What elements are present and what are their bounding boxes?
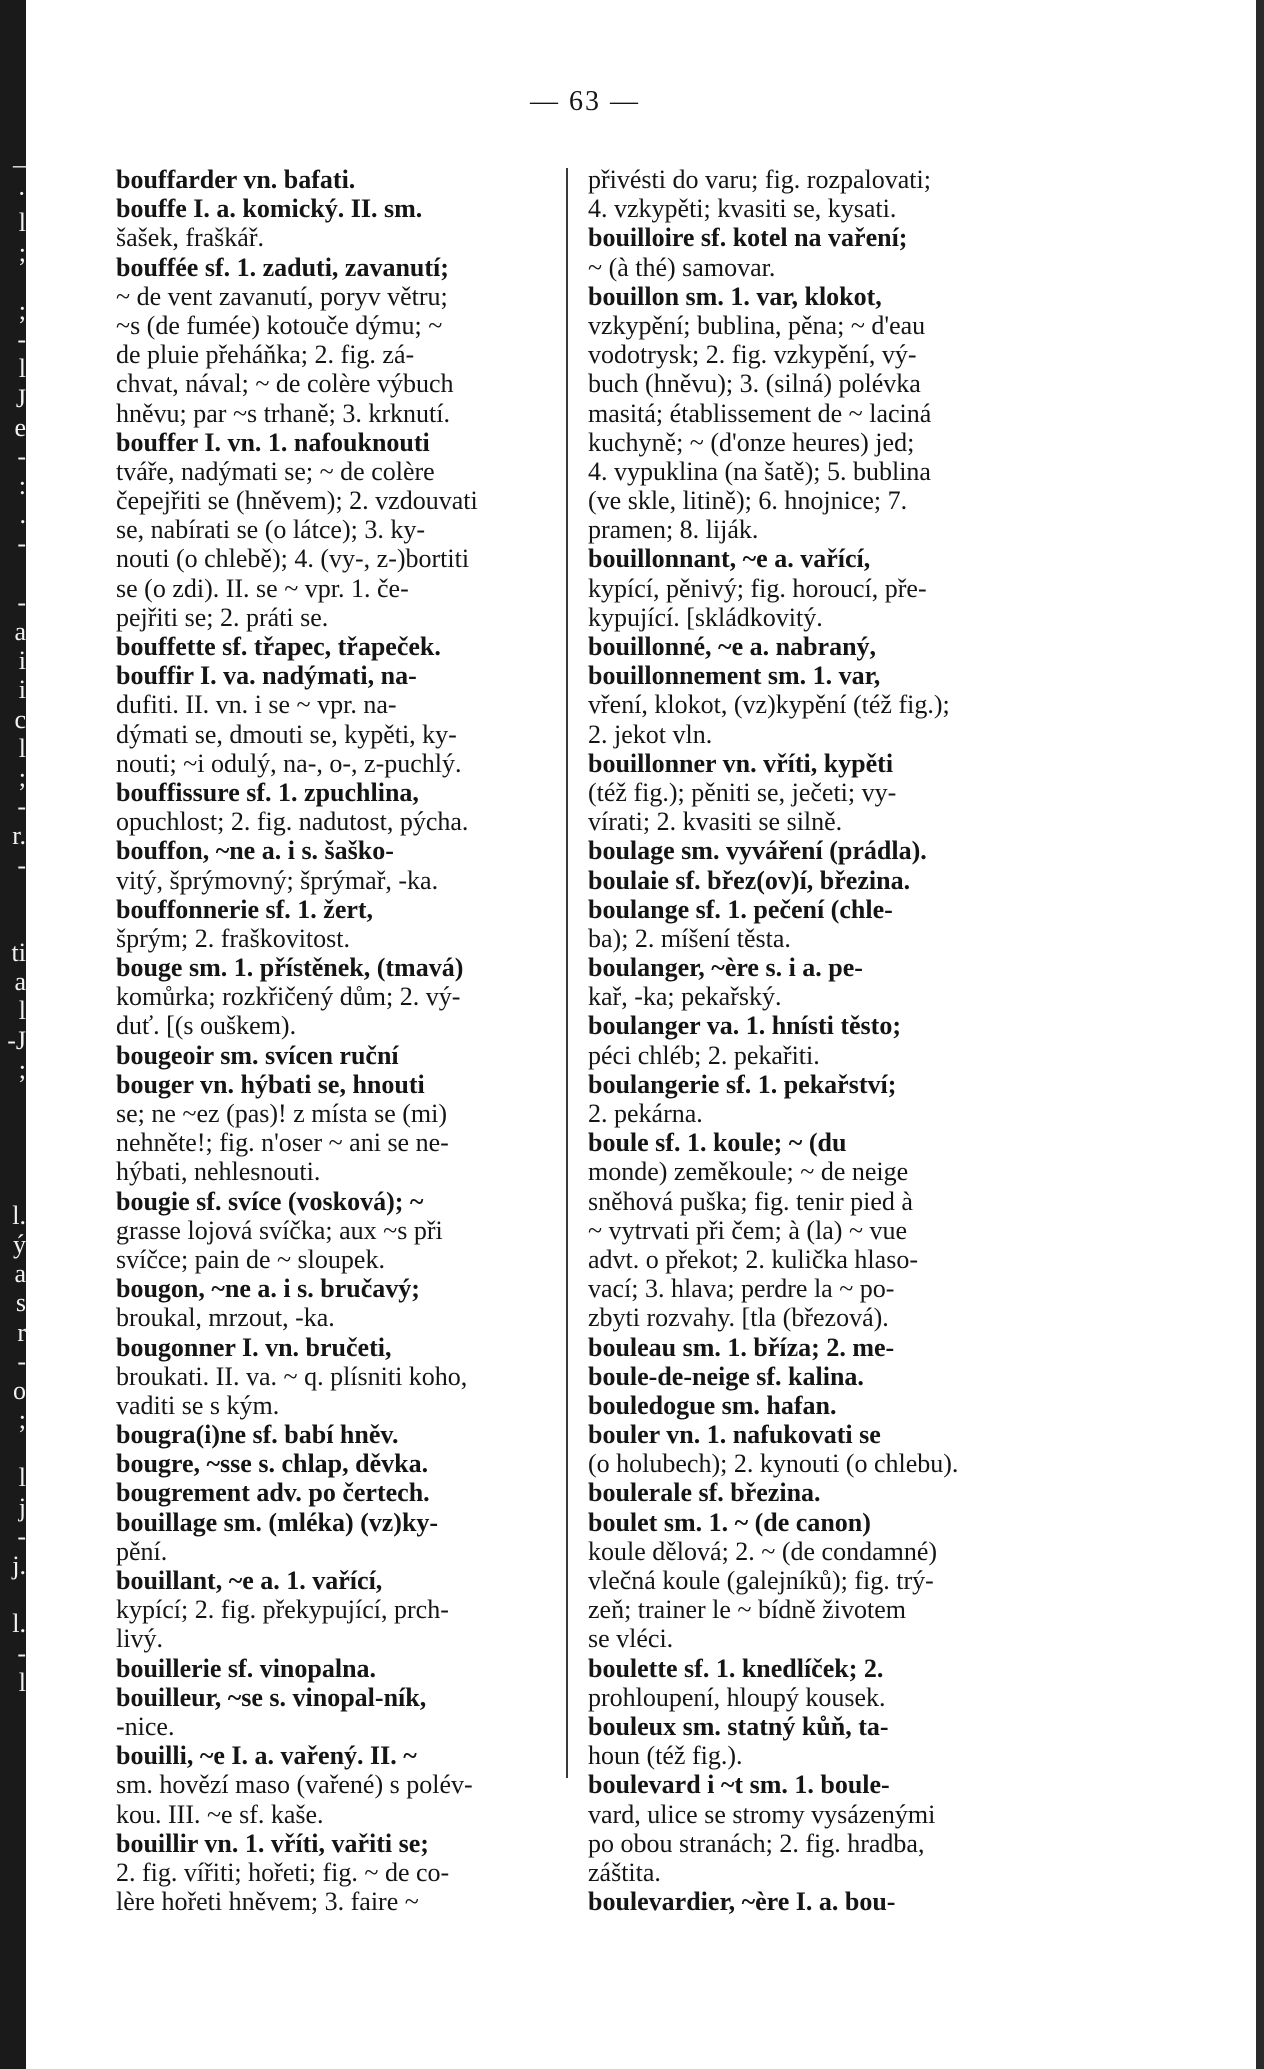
dictionary-entry-start: bouleau sm. 1. bříza; 2. me- (588, 1332, 895, 1362)
previous-page-fragment (0, 559, 26, 588)
dictionary-entry-start: bougonner I. vn. bručeti, (116, 1332, 392, 1362)
previous-page-fragment: ti (11, 938, 26, 968)
dictionary-entry-line: -nice. (116, 1711, 175, 1741)
previous-page-fragment: - (17, 587, 26, 617)
dictionary-entry-start: bougon, ~ne a. i s. bručavý; (116, 1274, 420, 1304)
dictionary-entry-line: ~ de vent zavanutí, poryv větru; (116, 281, 448, 311)
previous-page-fragment: ; (18, 1405, 26, 1435)
previous-page-fragment: r. (12, 821, 26, 851)
previous-page-fragment (0, 909, 26, 938)
dictionary-entry-line: de pluie přeháňka; 2. fig. zá- (116, 340, 415, 370)
dictionary-entry-line: kař, -ka; pekařský. (588, 982, 782, 1012)
page-right-edge (1256, 0, 1264, 2069)
previous-page-fragment: ; (18, 237, 26, 267)
dictionary-entry-start: bouffer I. vn. 1. nafouknouti (116, 427, 430, 457)
dictionary-entry-start: boule-de-neige sf. kalina. (588, 1361, 864, 1391)
column-divider (566, 168, 568, 1778)
dictionary-entry-start: boulette sf. 1. knedlíček; 2. (588, 1653, 884, 1683)
dictionary-entry-start: bouilloire sf. kotel na vaření; (588, 223, 908, 253)
previous-page-fragment: J (15, 383, 26, 413)
dictionary-entry-start: boulevardier, ~ère I. a. bou- (588, 1887, 896, 1917)
dictionary-entry-line: nouti (o chlebě); 4. (vy-, z-)bortiti (116, 544, 470, 574)
dictionary-entry-start: bougre, ~sse s. chlap, děvka. (116, 1449, 429, 1479)
dictionary-entry-start: boulaie sf. břez(ov)í, březina. (588, 865, 911, 895)
dictionary-entry-start: bouffée sf. 1. zaduti, zavanutí; (116, 252, 449, 282)
dictionary-entry-line: kypující. [skládkovitý. (588, 602, 823, 632)
previous-page-fragment: · (17, 179, 26, 209)
previous-page-edge-text (0, 150, 26, 1697)
dictionary-entry-line: advt. o překot; 2. kulička hlaso- (588, 1244, 918, 1274)
previous-page-fragment: - (17, 325, 26, 355)
previous-page-fragment: - (17, 792, 26, 822)
dictionary-entry-line: monde) zeměkoule; ~ de neige (588, 1157, 909, 1187)
previous-page-fragment: - (17, 850, 26, 880)
dictionary-column-left (116, 165, 566, 1916)
dictionary-entry-start: bougrement adv. po čertech. (116, 1478, 430, 1508)
dictionary-entry-start: bouillant, ~e a. 1. vařící, (116, 1566, 383, 1595)
dictionary-entry-line: se vléci. (588, 1624, 674, 1654)
dictionary-entry-line: sněhová puška; fig. tenir pied à (588, 1186, 913, 1216)
dictionary-entry-line: vitý, šprýmovný; šprýmař, -ka. (116, 865, 439, 895)
dictionary-entry-line: 4. vzkypěti; kvasiti se, kysati. (588, 194, 897, 224)
previous-page-fragment: ; (18, 762, 26, 792)
dictionary-entry-line: vodotrysk; 2. fig. vzkypění, vý- (588, 340, 917, 370)
dictionary-entry-line: (též fig.); pěniti se, ječeti; vy- (588, 777, 897, 807)
dictionary-entry-start: boulevard i ~t sm. 1. boule- (588, 1770, 890, 1800)
dictionary-entry-line: buch (hněvu); 3. (silná) polévka (588, 369, 921, 399)
dictionary-entry-start: bouillon sm. 1. var, klokot, (588, 281, 882, 311)
dictionary-entry-line: (ve skle, litině); 6. hnojnice; 7. (588, 486, 908, 516)
page-number: — 63 — (530, 86, 640, 117)
dictionary-entry-line: hýbati, nehlesnouti. (116, 1157, 321, 1187)
dictionary-entry-line: 2. fig. vířiti; hořeti; fig. ~ de co- (116, 1857, 450, 1887)
dictionary-entry-start: bouffette sf. třapec, třapeček. (116, 632, 441, 661)
dictionary-entry-line: péci chléb; 2. pekařiti. (588, 1040, 820, 1070)
previous-page-fragment: a (14, 1259, 26, 1289)
dictionary-entry-line: vací; 3. hlava; perdre la ~ po- (588, 1274, 895, 1304)
previous-page-fragment (0, 1142, 26, 1171)
dictionary-entry-line: zbyti rozvahy. [tla (březová). (588, 1303, 889, 1333)
dictionary-entry-line: opuchlost; 2. fig. nadutost, pýcha. (116, 807, 469, 837)
previous-page-fragment: l (18, 996, 26, 1026)
previous-page-fragment: l. (12, 1609, 26, 1639)
previous-page-fragment: r (17, 1317, 26, 1347)
dictionary-entry-line: kypící, pěnivý; fig. horoucí, pře- (588, 573, 927, 603)
dictionary-entry-line: nehněte!; fig. n'oser ~ ani se ne- (116, 1128, 449, 1158)
previous-page-fragment (0, 1172, 26, 1201)
previous-page-fragment: : (18, 471, 26, 501)
dictionary-entry-line: se (o zdi). II. se ~ vpr. 1. če- (116, 573, 409, 603)
dictionary-entry-line: ~s (de fumée) kotouče dýmu; ~ (116, 310, 443, 340)
dictionary-entry-line: záštita. (588, 1857, 661, 1887)
dictionary-entry-line: ~ vytrvati při čem; à (la) ~ vue (588, 1215, 908, 1245)
dictionary-entry-line: vaditi se s kým. (116, 1390, 280, 1420)
previous-page-fragment (0, 1084, 26, 1113)
dictionary-entry-line: vlečná koule (galejníků); fig. trý- (588, 1566, 934, 1595)
dictionary-entry-start: bouge sm. 1. přístěnek, (tmavá) (116, 953, 464, 983)
dictionary-entry-start: bouillerie sf. vinopalna. (116, 1653, 377, 1683)
dictionary-entry-line: šašek, fraškář. (116, 223, 264, 253)
previous-page-fragment: i (18, 646, 26, 676)
dictionary-entry-start: bouffonnerie sf. 1. žert, (116, 894, 374, 924)
dictionary-entry-start: bouilleur, ~se s. vinopal-ník, (116, 1682, 427, 1712)
dictionary-entry-start: bouffon, ~ne a. i s. šaško- (116, 836, 394, 866)
dictionary-entry-line: grasse lojová svíčka; aux ~s při (116, 1215, 443, 1245)
previous-page-fragment (0, 880, 26, 909)
dictionary-column-right (588, 165, 1038, 1916)
dictionary-entry-start: bougie sf. svíce (vosková); ~ (116, 1186, 424, 1216)
dictionary-entry-start: boulanger va. 1. hnísti těsto; (588, 1011, 901, 1041)
dictionary-entry-line: duť. [(s ouškem). (116, 1011, 297, 1041)
previous-page-fragment: . (19, 500, 26, 530)
previous-page-fragment (0, 1434, 26, 1463)
dictionary-entry-start: boulanger, ~ère s. i a. pe- (588, 953, 863, 983)
dictionary-entry-line: zeň; trainer le ~ bídně životem (588, 1595, 906, 1625)
dictionary-entry-line: vírati; 2. kvasiti se silně. (588, 807, 843, 837)
dictionary-entry-line: ba); 2. míšení těsta. (588, 923, 791, 953)
previous-page-fragment: - (17, 1521, 26, 1551)
dictionary-entry-line: kypící; 2. fig. překypující, prch- (116, 1595, 449, 1625)
previous-page-fragment: s (15, 1288, 26, 1318)
dictionary-entry-start: boule sf. 1. koule; ~ (du (588, 1128, 847, 1158)
dictionary-entry-line: chvat, nával; ~ de colère výbuch (116, 369, 454, 399)
dictionary-entry-line: broukati. II. va. ~ q. plísniti koho, (116, 1361, 468, 1391)
previous-page-fragment: a (14, 617, 26, 646)
dictionary-entry-line: pejřiti se; 2. práti se. (116, 602, 329, 632)
previous-page-fragment: l. (12, 1200, 26, 1230)
dictionary-entry-start: bouillage sm. (mléka) (vz)ky- (116, 1507, 439, 1537)
dictionary-entry-line: vard, ulice se stromy vysázenými (588, 1799, 936, 1829)
previous-page-fragment: ; (18, 1054, 26, 1084)
dictionary-entry-line: po obou stranách; 2. fig. hradba, (588, 1828, 925, 1858)
dictionary-entry-start: bouillir vn. 1. vříti, vařiti se; (116, 1828, 429, 1858)
dictionary-entry-start: bouffissure sf. 1. zpuchlina, (116, 777, 419, 807)
dictionary-entry-line: dýmati se, dmouti se, kypěti, ky- (116, 719, 457, 749)
dictionary-entry-start: bouffarder vn. bafati. (116, 165, 356, 194)
previous-page-fragment (0, 1580, 26, 1609)
dictionary-entry-start: boulange sf. 1. pečení (chle- (588, 894, 893, 924)
dictionary-entry-start: bouler vn. 1. nafukovati se (588, 1420, 881, 1450)
dictionary-entry-start: bouillonnant, ~e a. vařící, (588, 544, 871, 574)
previous-page-fragment: a (14, 967, 26, 997)
dictionary-entry-start: bouffir I. va. nadýmati, na- (116, 661, 417, 691)
dictionary-entry-start: bouillonné, ~e a. nabraný, (588, 632, 877, 661)
previous-page-fragment: i (18, 675, 26, 705)
previous-page-fragment: - (17, 441, 26, 471)
previous-page-fragment: ý (13, 1229, 26, 1259)
dictionary-entry-line: přivésti do varu; fig. rozpalovati; (588, 165, 931, 194)
dictionary-entry-line: hněvu; par ~s trhaně; 3. krknutí. (116, 398, 450, 428)
dictionary-entry-start: bouledogue sm. hafan. (588, 1390, 837, 1420)
dictionary-entry-start: bougra(i)ne sf. babí hněv. (116, 1420, 399, 1450)
dictionary-entry-line: pramen; 8. liják. (588, 515, 759, 545)
dictionary-entry-start: boulangerie sf. 1. pekařství; (588, 1069, 897, 1099)
dictionary-entry-line: tváře, nadýmati se; ~ de colère (116, 456, 435, 486)
previous-page-fragment: l (18, 208, 26, 238)
dictionary-entry-line: nouti; ~i odulý, na-, o-, z-puchlý. (116, 748, 462, 778)
dictionary-entry-line: houn (též fig.). (588, 1741, 743, 1771)
dictionary-entry-line: šprým; 2. fraškovitost. (116, 923, 350, 953)
dictionary-entry-line: livý. (116, 1624, 163, 1654)
dictionary-entry-start: boulage sm. vyváření (prádla). (588, 836, 927, 866)
dictionary-entry-line: čepejřiti se (hněvem); 2. vzdouvati (116, 486, 478, 516)
dictionary-entry-line: vření, klokot, (vz)kypění (též fig.); (588, 690, 950, 720)
dictionary-entry-start: boulerale sf. březina. (588, 1478, 821, 1508)
dictionary-entry-line: 2. pekárna. (588, 1099, 703, 1128)
previous-page-fragment: j (18, 1492, 26, 1522)
previous-page-fragment: l (18, 1667, 26, 1697)
previous-page-fragment: – (13, 150, 26, 179)
previous-page-fragment: o (13, 1375, 26, 1405)
previous-page-fragment: ; (18, 295, 26, 325)
previous-page-fragment: j. (12, 1551, 26, 1580)
dictionary-entry-line: se, nabírati se (o látce); 3. ky- (116, 515, 425, 545)
dictionary-entry-start: boulet sm. 1. ~ (de canon) (588, 1507, 871, 1537)
previous-page-fragment: - (17, 1346, 26, 1376)
dictionary-entry-line: lère hořeti hněvem; 3. faire ~ (116, 1887, 419, 1917)
dictionary-entry-line: pění. (116, 1536, 168, 1566)
dictionary-entry-line: prohloupení, hloupý kousek. (588, 1682, 886, 1712)
previous-page-fragment: - (17, 1638, 26, 1668)
previous-page-fragment: e (14, 412, 26, 442)
dictionary-entry-start: bouger vn. hýbati se, hnouti (116, 1069, 425, 1099)
dictionary-entry-line: ~ (à thé) samovar. (588, 252, 776, 282)
dictionary-entry-start: bouffe I. a. komický. II. sm. (116, 194, 423, 224)
dictionary-entry-start: bougeoir sm. svícen ruční (116, 1040, 399, 1070)
previous-page-fragment (0, 267, 26, 296)
dictionary-entry-line: sm. hovězí maso (vařené) s polév- (116, 1770, 473, 1800)
dictionary-entry-line: kuchyně; ~ (d'onze heures) jed; (588, 427, 915, 457)
dictionary-entry-line: se; ne ~ez (pas)! z místa se (mi) (116, 1099, 447, 1128)
previous-page-fragment: c (14, 704, 26, 734)
dictionary-entry-start: bouillonner vn. vříti, kypěti (588, 748, 894, 778)
dictionary-entry-line: broukal, mrzout, -ka. (116, 1303, 335, 1333)
dictionary-entry-start: bouillonnement sm. 1. var, (588, 661, 881, 691)
dictionary-entry-line: 4. vypuklina (na šatě); 5. bublina (588, 456, 931, 486)
dictionary-entry-line: dufiti. II. vn. i se ~ vpr. na- (116, 690, 397, 720)
dictionary-entry-start: bouilli, ~e I. a. vařený. II. ~ (116, 1741, 417, 1771)
dictionary-entry-line: svíčce; pain de ~ sloupek. (116, 1244, 385, 1274)
dictionary-entry-line: komůrka; rozkřičený dům; 2. vý- (116, 982, 461, 1012)
dictionary-entry-line: vzkypění; bublina, pěna; ~ d'eau (588, 310, 926, 340)
previous-page-fragment: - (17, 529, 26, 559)
previous-page-fragment: l (18, 1463, 26, 1493)
previous-page-fragment: -J (7, 1025, 26, 1055)
previous-page-fragment: l (18, 733, 26, 763)
dictionary-entry-line: (o holubech); 2. kynouti (o chlebu). (588, 1449, 959, 1479)
dictionary-entry-line: kou. III. ~e sf. kaše. (116, 1799, 324, 1829)
dictionary-entry-line: masitá; établissement de ~ laciná (588, 398, 932, 428)
dictionary-entry-line: koule dělová; 2. ~ (de condamné) (588, 1536, 938, 1566)
previous-page-fragment: l (18, 354, 26, 384)
previous-page-fragment (0, 1113, 26, 1142)
dictionary-entry-line: 2. jekot vln. (588, 719, 713, 749)
dictionary-entry-start: bouleux sm. statný kůň, ta- (588, 1711, 889, 1741)
